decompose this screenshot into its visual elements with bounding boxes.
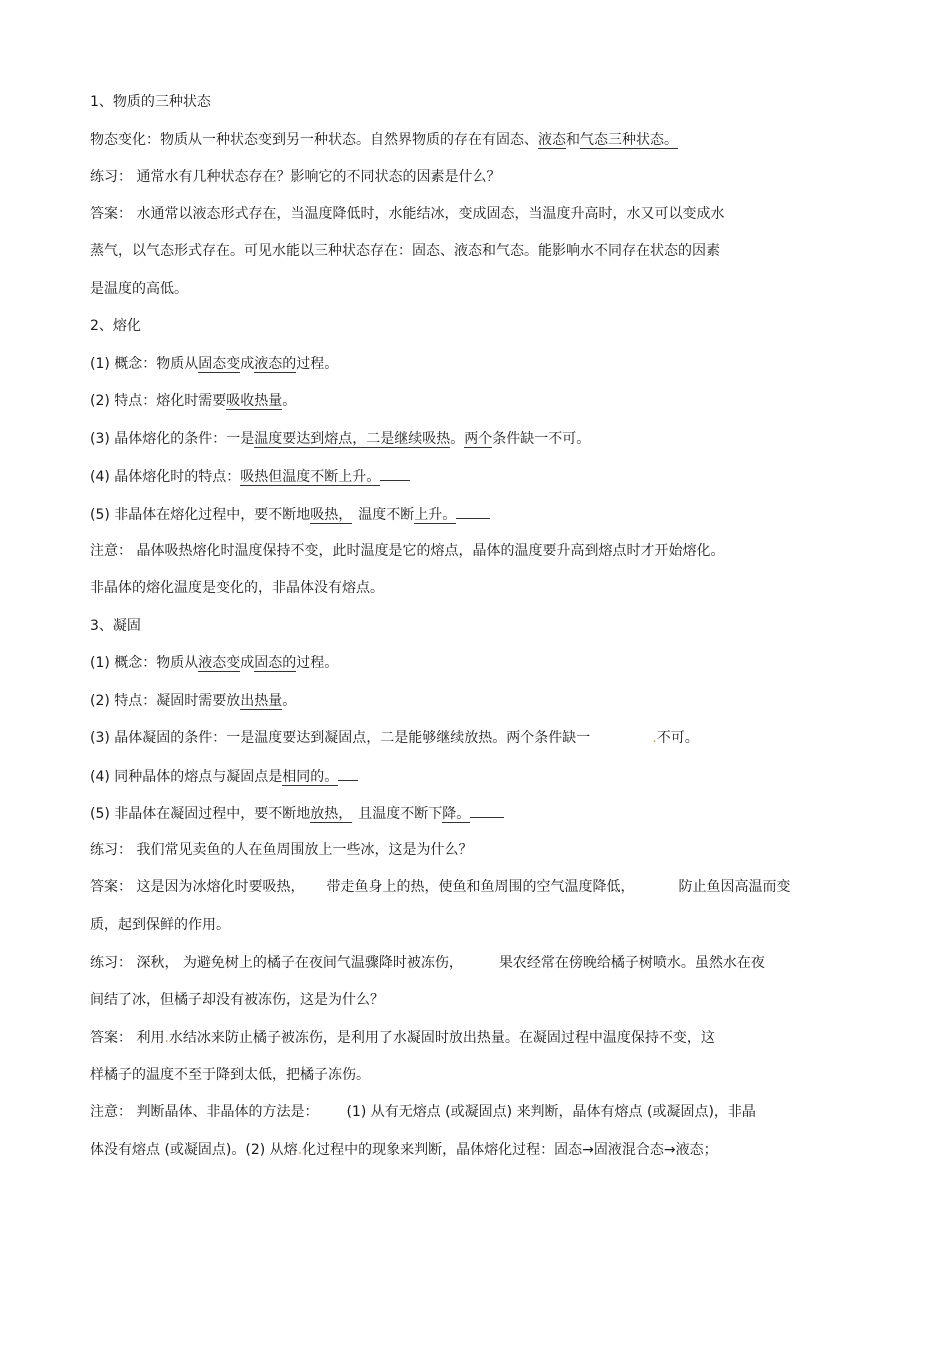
amorphous-solidification: (5) 非晶体在凝固过程中，要不断地放热， 且温度不断下降。 xyxy=(90,803,504,824)
answer-2-line-1: 答案： 这是因为冰熔化时要吸热， 带走鱼身上的热，使鱼和鱼周围的空气温度降低， 防止鱼因高温而变 xyxy=(90,879,791,895)
note-melting-line-1: 注意： 晶体吸热熔化时温度保持不变，此时温度是它的熔点，晶体的温度要升高到熔点时才开始熔化。 xyxy=(90,543,725,559)
crystal-melting-feature: (4) 晶体熔化时的特点：吸热但温度不断上升。 xyxy=(90,466,410,487)
blank-line xyxy=(470,803,504,818)
note-judging-line-1: 注意： 判断晶体、非晶体的方法是： (1) 从有无熔点 (或凝固点) 来判断，晶体有熔点 (或凝固点)，非晶 xyxy=(90,1104,756,1120)
crystal-melting-conditions: (3) 晶体熔化的条件：一是温度要达到熔点，二是继续吸热。两个条件缺一不可。 xyxy=(90,431,591,447)
crystal-solidification-conditions: (3) 晶体凝固的条件：一是温度要达到凝固点，二是能够继续放热。两个条件缺一 .不可。 xyxy=(90,730,699,746)
exercise-3-question-line-2: 间结了冰，但橘子却没有被冻伤，这是为什么？ xyxy=(90,992,384,1008)
note-melting-line-2: 非晶体的熔化温度是变化的，非晶体没有熔点。 xyxy=(90,580,384,596)
solidification-concept: (1) 概念：物质从液态变成固态的过程。 xyxy=(90,655,339,671)
answer-1-line-1: 答案： 水通常以液态形式存在，当温度降低时，水能结冰，变成固态，当温度升高时，水又可以变成水 xyxy=(90,206,725,222)
blank-line xyxy=(380,466,410,481)
exercise-1-question: 练习： 通常水有几种状态存在？影响它的不同状态的因素是什么？ xyxy=(90,169,501,185)
blank-line xyxy=(456,504,490,519)
paragraph-state-change: 物态变化：物质从一种状态变到另一种状态。自然界物质的存在有固态、液态和气态三种状态。 xyxy=(90,132,678,148)
answer-3-line-1: 答案： 利用.水结冰来防止橘子被冻伤，是利用了水凝固时放出热量。在凝固过程中温度保持不变，这 xyxy=(90,1030,715,1046)
solidification-feature: (2) 特点：凝固时需要放出热量。 xyxy=(90,693,297,709)
exercise-3-question-line-1: 练习： 深秋， 为避免树上的橘子在夜间气温骤降时被冻伤， 果农经常在傍晚给橘子树喷水。虽然水在夜 xyxy=(90,955,765,971)
amorphous-melting: (5) 非晶体在熔化过程中，要不断地吸热， 温度不断上升。 xyxy=(90,504,490,525)
section-heading-states: 1、物质的三种状态 xyxy=(90,94,211,110)
answer-1-line-2: 蒸气，以气态形式存在。可见水能以三种状态存在：固态、液态和气态。能影响水不同存在状态的因素 xyxy=(90,243,720,259)
section-heading-melting: 2、熔化 xyxy=(90,318,141,334)
answer-3-line-2: 样橘子的温度不至于降到太低，把橘子冻伤。 xyxy=(90,1067,370,1083)
note-judging-line-2: 体没有熔点 (或凝固点)。(2) 从熔.化过程中的现象来判断，晶体熔化过程：固态→固液混合态→液态； xyxy=(90,1142,718,1158)
melting-freezing-point-same: (4) 同种晶体的熔点与凝固点是相同的。 xyxy=(90,766,358,787)
answer-1-line-3: 是温度的高低。 xyxy=(90,281,188,297)
section-heading-solidification: 3、凝固 xyxy=(90,618,141,634)
answer-2-line-2: 质，起到保鲜的作用。 xyxy=(90,917,230,933)
melting-concept: (1) 概念：物质从固态变成液态的过程。 xyxy=(90,356,339,372)
blank-line xyxy=(338,766,358,781)
melting-feature: (2) 特点：熔化时需要吸收热量。 xyxy=(90,393,297,409)
exercise-2-question: 练习： 我们常见卖鱼的人在鱼周围放上一些冰，这是为什么？ xyxy=(90,842,473,858)
